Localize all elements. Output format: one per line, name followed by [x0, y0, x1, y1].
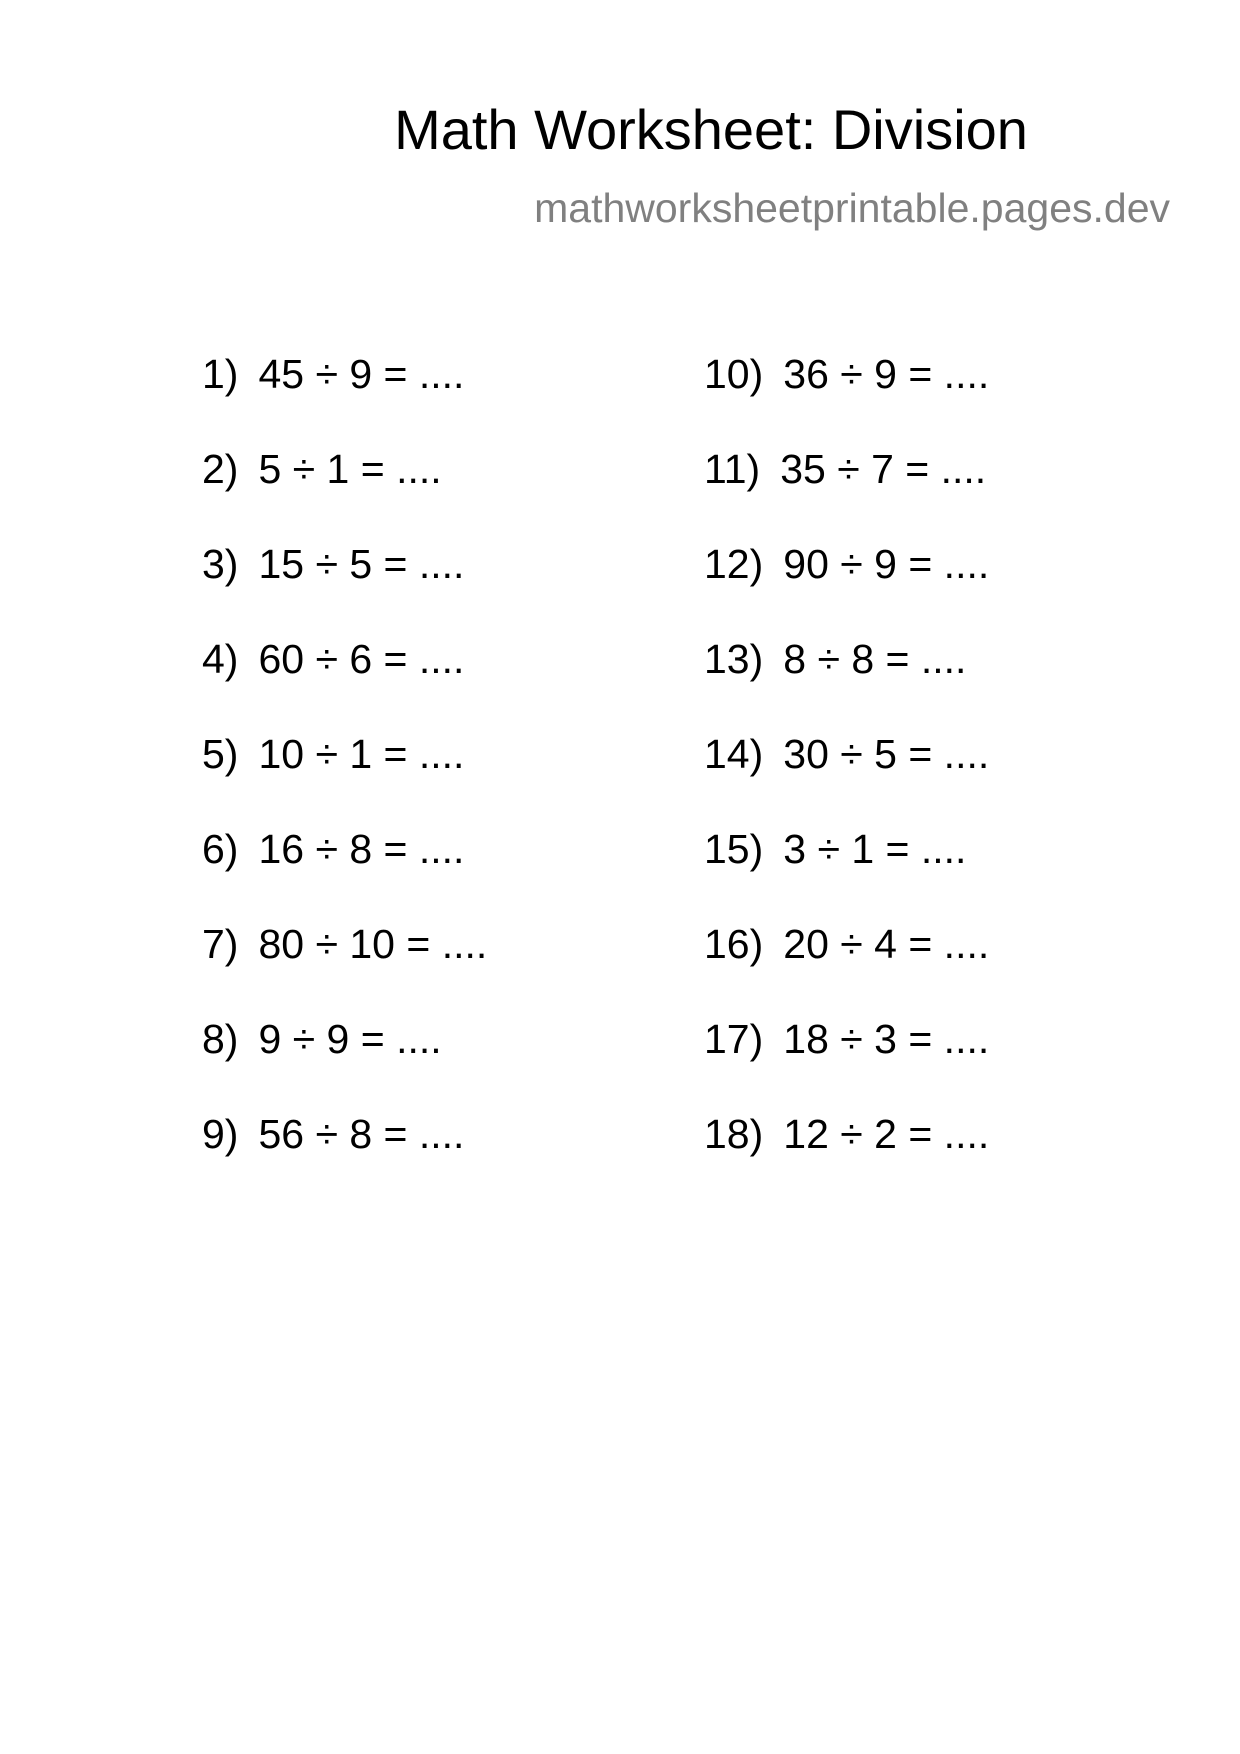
- problem-number: 5): [202, 731, 239, 777]
- problem-expression: 15 ÷ 5 = ....: [258, 541, 465, 587]
- problem-expression: 30 ÷ 5 = ....: [783, 731, 990, 777]
- problem-number: 11): [704, 446, 761, 492]
- problem-expression: 20 ÷ 4 = ....: [783, 921, 990, 967]
- problem-expression: 60 ÷ 6 = ....: [258, 636, 465, 682]
- problem-7: [202, 920, 672, 1015]
- page-title: Math Worksheet: Division: [394, 98, 1028, 161]
- problem-expression: 3 ÷ 1 = ....: [783, 826, 967, 872]
- problem-6: [202, 825, 672, 920]
- problem-10: [704, 350, 1174, 445]
- problem-number: 4): [202, 636, 239, 682]
- problem-2: [202, 445, 672, 540]
- problem-8: [202, 1015, 672, 1110]
- problem-expression: 8 ÷ 8 = ....: [783, 636, 967, 682]
- problem-expression: 16 ÷ 8 = ....: [258, 826, 465, 872]
- problem-expression: 18 ÷ 3 = ....: [783, 1016, 990, 1062]
- problem-number: 13): [704, 636, 764, 682]
- problem-number: 12): [704, 541, 764, 587]
- problem-number: 18): [704, 1111, 764, 1157]
- problem-14: [704, 730, 1174, 825]
- problem-expression: 56 ÷ 8 = ....: [258, 1111, 465, 1157]
- problem-17: [704, 1015, 1174, 1110]
- problem-number: 1): [202, 351, 239, 397]
- problem-number: 14): [704, 731, 764, 777]
- problem-number: 16): [704, 921, 764, 967]
- problem-11: [704, 445, 1174, 540]
- problem-expression: 45 ÷ 9 = ....: [258, 351, 465, 397]
- problem-16: [704, 920, 1174, 1015]
- problem-number: 7): [202, 921, 239, 967]
- problem-5: [202, 730, 672, 825]
- problem-expression: 10 ÷ 1 = ....: [258, 731, 465, 777]
- problem-column-left: [202, 350, 672, 1205]
- problem-number: 15): [704, 826, 764, 872]
- problem-12: [704, 540, 1174, 635]
- website-url: mathworksheetprintable.pages.dev: [534, 185, 1170, 231]
- problem-number: 9): [202, 1111, 239, 1157]
- problem-expression: 90 ÷ 9 = ....: [783, 541, 990, 587]
- problem-expression: 9 ÷ 9 = ....: [258, 1016, 442, 1062]
- problem-4: [202, 635, 672, 730]
- problem-number: 3): [202, 541, 239, 587]
- problem-expression: 35 ÷ 7 = ....: [780, 446, 987, 492]
- problem-number: 6): [202, 826, 239, 872]
- problem-15: [704, 825, 1174, 920]
- problem-18: [704, 1110, 1174, 1205]
- problem-expression: 36 ÷ 9 = ....: [783, 351, 990, 397]
- problem-9: [202, 1110, 672, 1205]
- problem-1: [202, 350, 672, 445]
- problem-expression: 5 ÷ 1 = ....: [258, 446, 442, 492]
- problem-expression: 80 ÷ 10 = ....: [258, 921, 488, 967]
- problem-13: [704, 635, 1174, 730]
- problem-number: 10): [704, 351, 764, 397]
- problem-3: [202, 540, 672, 635]
- problem-number: 2): [202, 446, 239, 492]
- problem-number: 8): [202, 1016, 239, 1062]
- problem-number: 17): [704, 1016, 764, 1062]
- problem-expression: 12 ÷ 2 = ....: [783, 1111, 990, 1157]
- problem-column-right: [704, 350, 1174, 1205]
